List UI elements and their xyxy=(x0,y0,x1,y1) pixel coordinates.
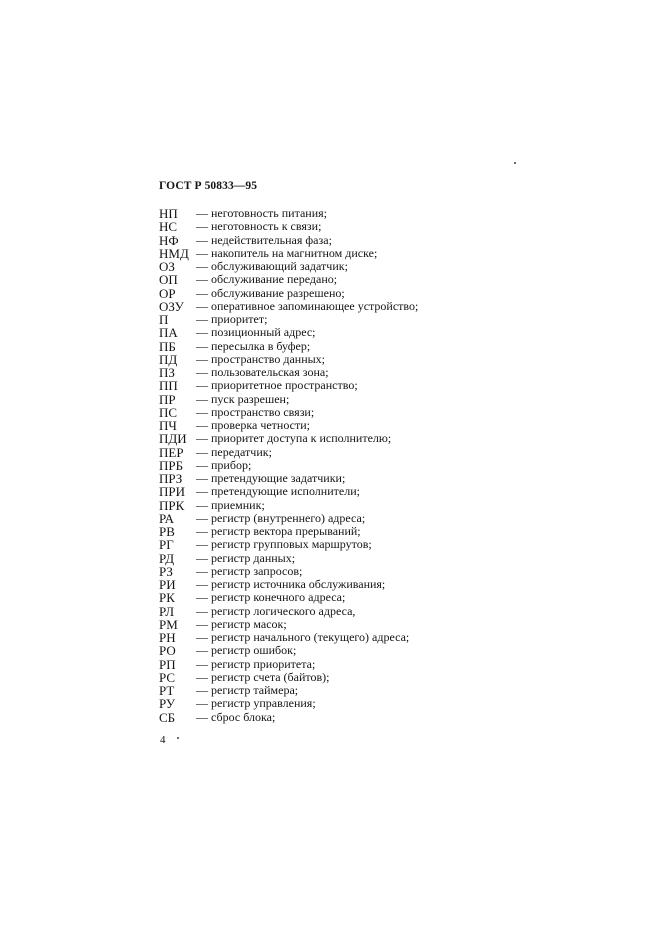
abbreviation-term: РА xyxy=(159,510,174,526)
abbreviation-term: ПРК xyxy=(159,497,185,513)
abbreviation-definition: — приоритет; xyxy=(196,312,268,326)
abbreviation-definition: — претендующие исполнители; xyxy=(196,484,360,499)
abbreviation-definition: — регистр групповых маршрутов; xyxy=(196,537,372,552)
abbreviation-definition: — регистр ошибок; xyxy=(196,643,297,658)
abbreviation-term: ОЗУ xyxy=(159,298,184,314)
abbreviation-definition: — регистр запросов; xyxy=(196,563,303,578)
abbreviation-definition: — оперативное запоминающее устройство; xyxy=(196,298,419,313)
abbreviation-definition: — регистр конечного адреса; xyxy=(196,590,346,605)
abbreviation-definition: — накопитель на магнитном диске; xyxy=(196,245,378,260)
abbreviation-term: РК xyxy=(159,590,175,606)
abbreviation-term: ПЧ xyxy=(159,418,177,433)
abbreviation-term: ПЗ xyxy=(159,365,175,380)
abbreviation-term: РЗ xyxy=(159,563,173,579)
scan-speck xyxy=(177,737,179,739)
abbreviation-definition: — пересылка в буфер; xyxy=(196,338,311,353)
abbreviation-definition: — регистр таймера; xyxy=(196,683,299,697)
abbreviation-term: РГ xyxy=(159,537,174,553)
abbreviation-definition: — регистр логического адреса, xyxy=(196,603,356,618)
abbreviation-term: ПС xyxy=(159,404,178,420)
abbreviation-term: НП xyxy=(159,206,178,221)
abbreviation-definition: — передатчик; xyxy=(196,444,272,459)
abbreviation-definition: — регистр вектора прерываний; xyxy=(196,524,361,538)
abbreviation-definition: — приоритетное пространство; xyxy=(196,378,358,393)
abbreviation-term: ПА xyxy=(159,325,178,341)
abbreviation-definition: — регистр (внутреннего) адреса; xyxy=(196,510,366,525)
abbreviation-definition: — прибор; xyxy=(196,457,252,472)
abbreviation-term: НМД xyxy=(159,245,189,261)
abbreviation-definition: — претендующие задатчики; xyxy=(196,471,346,485)
abbreviation-definition: — регистр данных; xyxy=(196,550,296,565)
abbreviation-definition: — регистр приоритета; xyxy=(196,656,316,671)
abbreviation-definition: — регистр начального (текущего) адреса; xyxy=(196,630,410,644)
abbreviation-term: ОЗ xyxy=(159,259,175,274)
abbreviation-term: ОР xyxy=(159,285,176,301)
abbreviation-definition: — приоритет доступа к исполнителю; xyxy=(196,431,392,446)
abbreviation-definition: — позиционный адрес; xyxy=(196,325,316,340)
abbreviation-definition: — регистр управления; xyxy=(196,696,316,711)
abbreviation-term: ПД xyxy=(159,351,178,367)
abbreviation-definition: — неготовность к связи; xyxy=(196,219,322,234)
abbreviation-term: РВ xyxy=(159,524,175,539)
abbreviation-definition: — регистр масок; xyxy=(196,616,287,631)
abbreviation-term: РМ xyxy=(159,616,178,632)
abbreviation-definition: — приемник; xyxy=(196,497,265,512)
abbreviation-definition: — сброс блока; xyxy=(196,709,276,724)
abbreviation-term: ПЕР xyxy=(159,444,184,460)
document-header: ГОСТ Р 50833—95 xyxy=(159,180,258,192)
abbreviation-definition: — регистр счета (байтов); xyxy=(196,669,330,684)
abbreviation-definition: — обслуживающий задатчик; xyxy=(196,259,348,273)
abbreviation-term: РУ xyxy=(159,696,176,712)
abbreviation-term: НС xyxy=(159,219,178,235)
scan-speck xyxy=(514,162,516,164)
abbreviation-term: РТ xyxy=(159,683,175,698)
abbreviation-term: ПДИ xyxy=(159,431,187,447)
abbreviation-term: РН xyxy=(159,630,176,645)
abbreviation-definition: — недействительная фаза; xyxy=(196,232,332,247)
abbreviation-definition: — пуск разрешен; xyxy=(196,391,290,406)
abbreviation-definition: — обслуживание разрешено; xyxy=(196,285,345,300)
abbreviation-term: РИ xyxy=(159,577,176,592)
abbreviation-definition: — пространство связи; xyxy=(196,404,315,419)
page-number: 4 xyxy=(160,734,166,746)
abbreviation-term: ОП xyxy=(159,272,178,288)
abbreviation-term: СБ xyxy=(159,709,176,725)
abbreviation-term: РД xyxy=(159,550,175,566)
abbreviation-term: НФ xyxy=(159,232,179,248)
abbreviation-term: ПР xyxy=(159,391,176,407)
abbreviation-definition: — пользовательская зона; xyxy=(196,365,329,379)
abbreviation-definition: — обслуживание передано; xyxy=(196,272,338,287)
abbreviation-term: ПРЗ xyxy=(159,471,183,486)
abbreviation-definition: — пространство данных; xyxy=(196,351,326,366)
abbreviation-term: ПБ xyxy=(159,338,176,354)
abbreviation-definition: — проверка четности; xyxy=(196,418,310,432)
abbreviation-definition: — неготовность питания; xyxy=(196,206,327,220)
abbreviation-term: ПП xyxy=(159,378,178,394)
abbreviation-term: П xyxy=(159,312,169,327)
abbreviation-term: РЛ xyxy=(159,603,175,619)
abbreviation-term: РС xyxy=(159,669,176,685)
abbreviation-term: ПРБ xyxy=(159,457,184,473)
abbreviation-term: РО xyxy=(159,643,176,659)
abbreviation-definition: — регистр источника обслуживания; xyxy=(196,577,386,591)
abbreviation-term: РП xyxy=(159,656,176,672)
abbreviation-term: ПРИ xyxy=(159,484,186,500)
